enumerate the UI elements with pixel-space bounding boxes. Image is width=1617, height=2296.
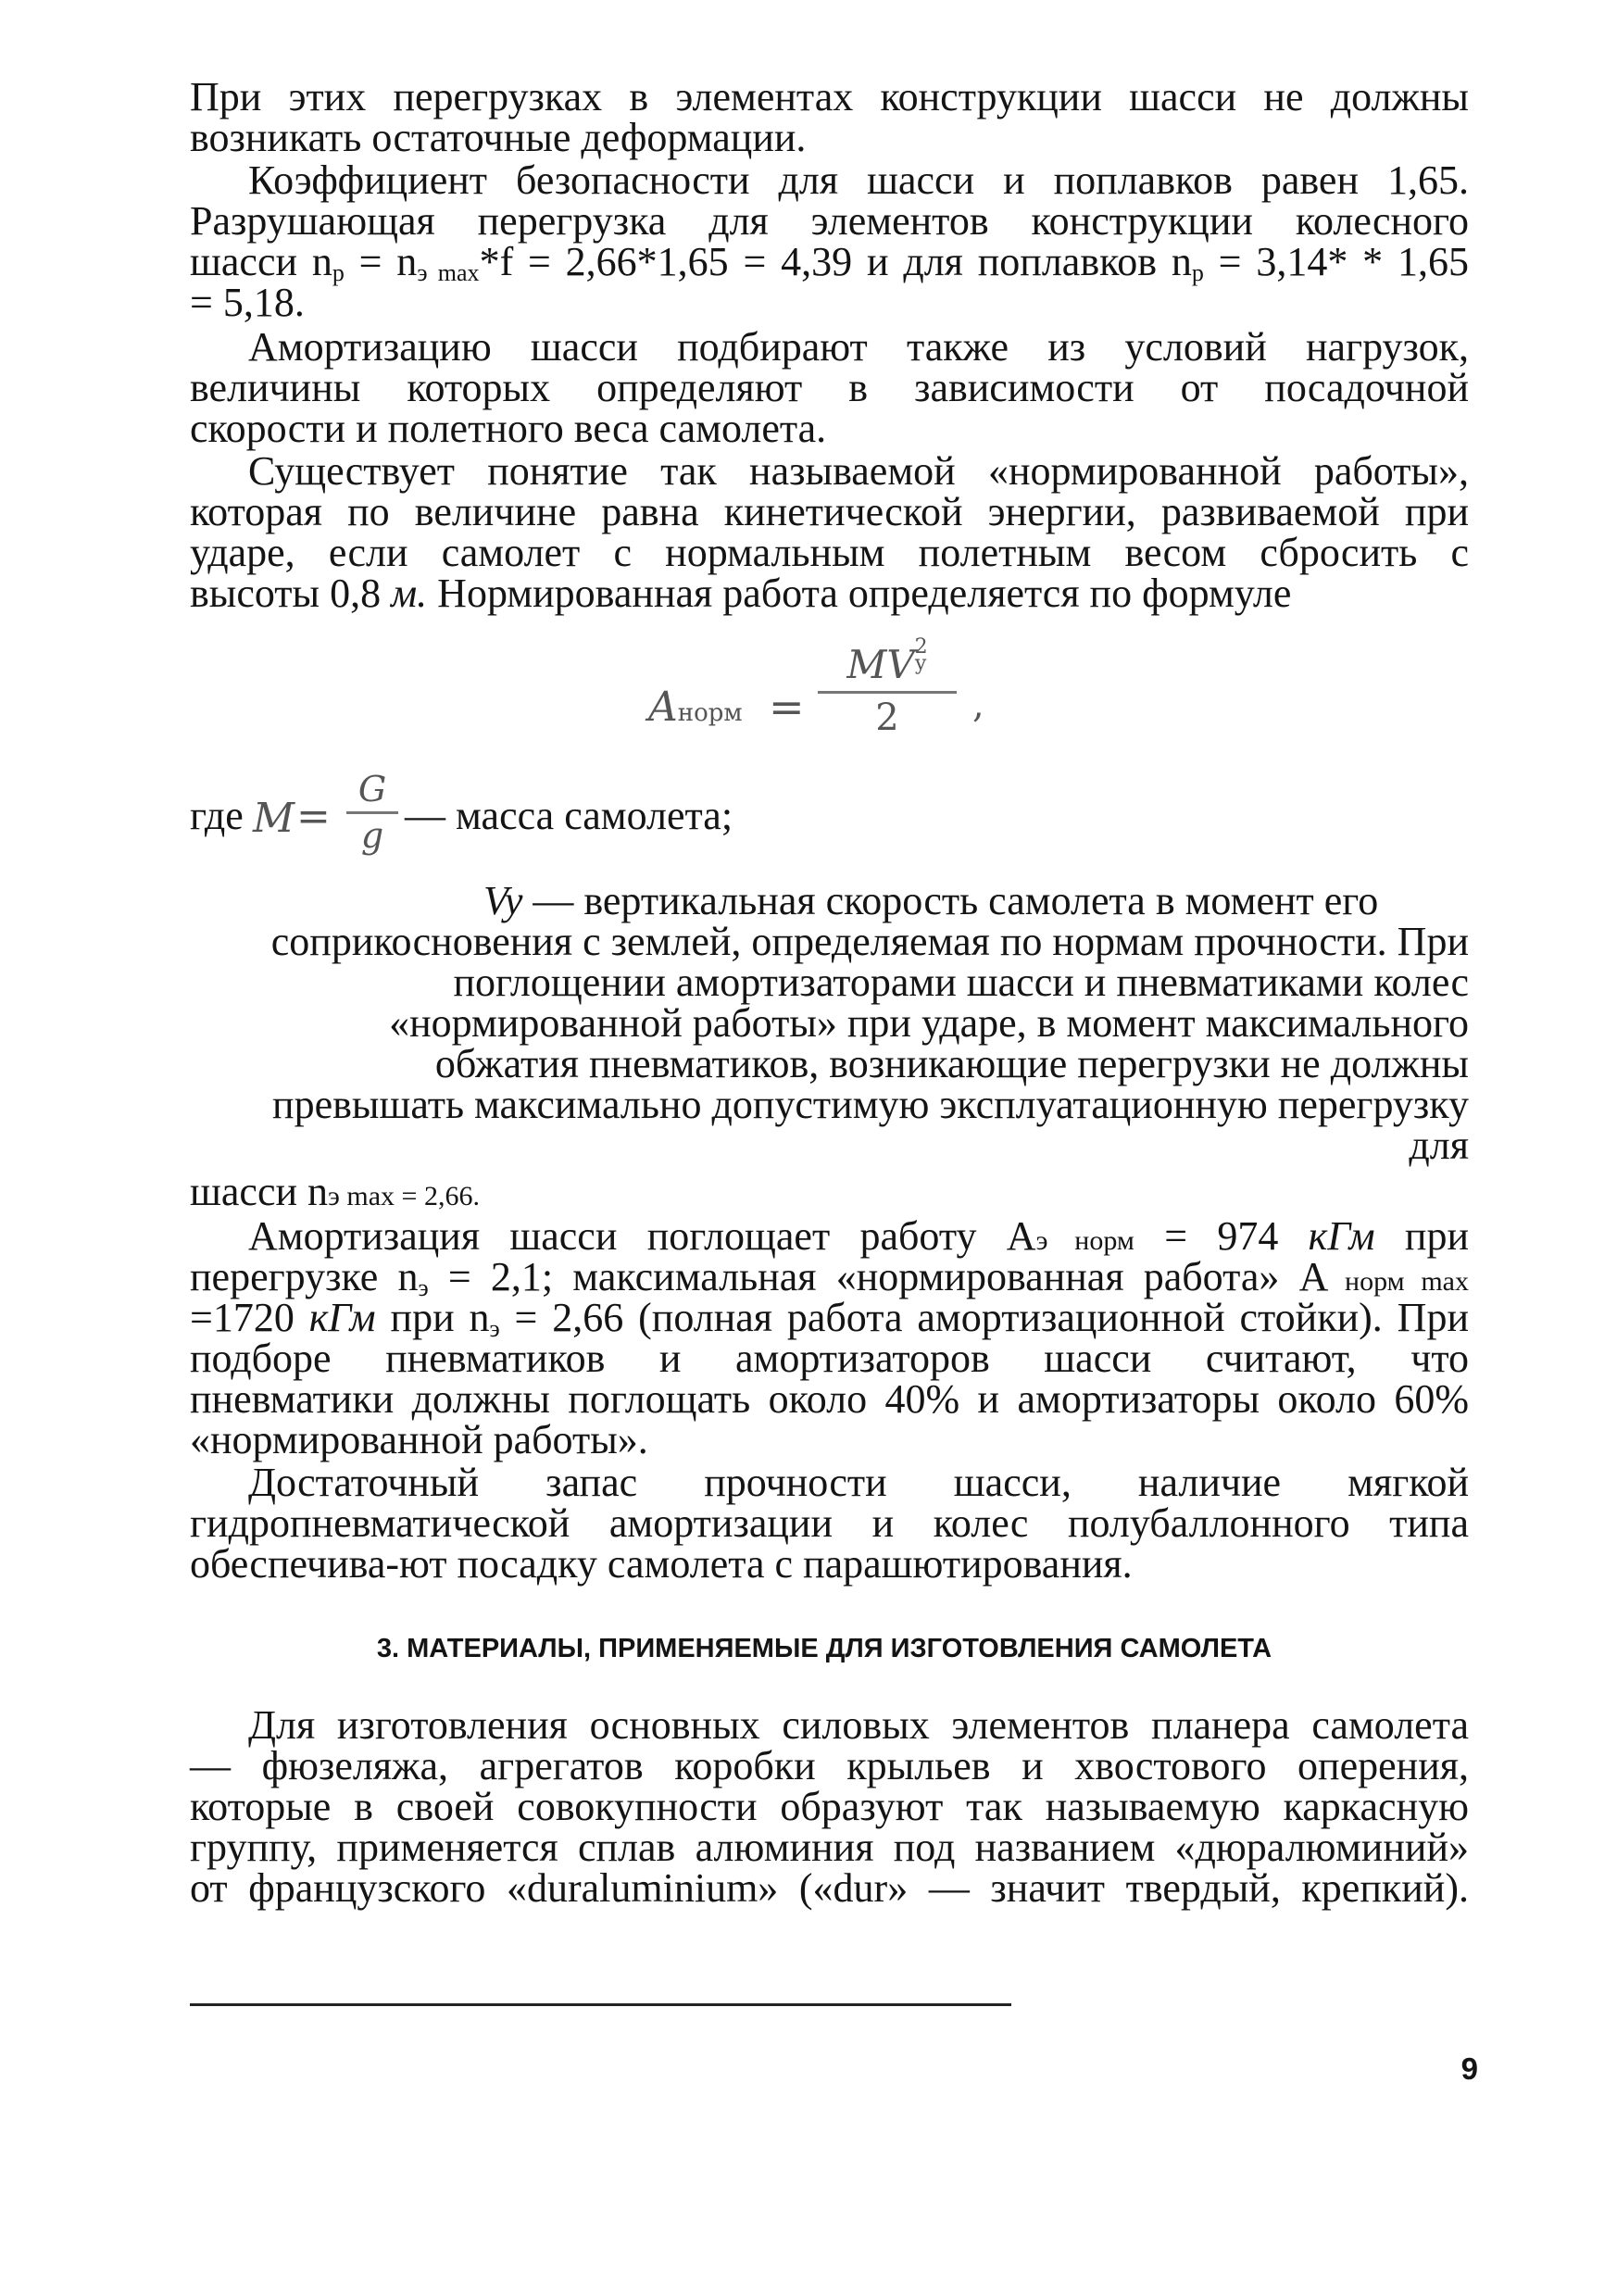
p5-line-4: «нормированной работы» при ударе, в момент максимального [389,1000,1469,1046]
p2-line-3: шасси $n_р = n_{э max}*f = 2,66*1,65 = 4,39$ и для поплавков $n_р = 3,14* * 1,65$ [190,239,1469,286]
mass-symbol: M [253,795,295,842]
p8-line-5: от французского «duraluminium» («dur» — значит твердый, крепкий). [190,1865,1469,1911]
where-word: где [190,793,244,838]
p6-line-6: «нормированной работы». [190,1417,648,1462]
mass-equals: = [296,793,331,840]
p5-line-3: поглощении амортизаторами шасси и пневматиками колес [453,960,1469,1005]
formula-lhs: Aнорм [648,684,743,731]
p4-line-3: ударе, если самолет с нормальным полетным весом сбросить с [190,530,1469,575]
p5-line-7: для [1409,1123,1469,1168]
p3-line-1: Амортизацию шасси подбирают также из условий нагрузок, [248,324,1469,370]
p2-line-2: Разрушающая перегрузка для элементов конструкции колесного [190,198,1469,244]
mass-denominator: g [360,815,384,856]
p6-line-2: перегрузке $n_э = 2,1$; максимальная «нормированная работа» А норм max [190,1254,1469,1301]
mass-definition-line [190,767,1023,869]
formula-denominator: 2 [875,696,899,739]
p5-line-1: Vy — вертикальная скорость самолета в момент его [483,878,1379,923]
p2-line-4: = 5,18. [190,280,305,325]
p5-line-2: соприкосновения с землей, определяемая по нормам прочности. При [270,919,1469,964]
p8-line-4: группу, применяется сплав алюминия под названием «дюралюминий» [190,1825,1469,1870]
p4-line-2: которая по величине равна кинетической энергии, развиваемой при [190,489,1469,534]
p6-line-3: =1720 кГм при $n_э = 2,66$ (полная работа амортизационной стойки). При [190,1295,1470,1342]
p7-line-1: Достаточный запас прочности шасси, наличие мягкой [248,1460,1469,1505]
p8-line-3: которые в своей совокупности образуют так называемую каркасную [190,1784,1469,1829]
p5-line-8: шасси nэ max = 2,66. [190,1169,480,1214]
formula-numerator: MV2 у [846,635,928,687]
p5-line-5: обжатия пневматиков, возникающие перегрузки не должны [434,1041,1469,1086]
p8-line-2: — фюзеляжа, агрегатов коробки крыльев и хвостового оперения, [190,1743,1469,1788]
p1-line-1: При этих перегрузках в элементах конструкции шасси не должны [190,74,1469,119]
p4-line-1: Существует понятие так называемой «нормированной работы», [248,448,1469,494]
mass-numerator: G [357,769,387,809]
p3-line-3: скорости и полетного веса самолета. [190,406,827,451]
p2-line-1: Коэффициент безопасности для шасси и поплавков равен 1,65. [248,157,1469,203]
p8-line-1: Для изготовления основных силовых элементов планера самолета [248,1702,1469,1748]
p5-line-6: превышать максимально допустимую эксплуатационную перегрузку [272,1082,1469,1127]
formula-normalized-work [648,635,1019,759]
formula-comma: , [972,684,984,726]
formula-equals: = [769,682,805,732]
footnote-divider [190,2003,1011,2006]
page-number: 9 [1460,2051,1478,2086]
p6-line-5: пневматики должны поглощать около 40% и амортизаторы около 60% [190,1376,1469,1422]
formula-fraction [813,635,961,742]
p6-line-4: подборе пневматиков и амортизаторов шасси считают, что [190,1336,1469,1381]
p1-line-2: возникать остаточные деформации. [190,115,807,160]
mass-description: — масса самолета; [405,793,733,838]
mass-fraction [343,767,402,857]
p6-line-1: Амортизация шасси поглощает работу Аэ норм = 974 кГм при [248,1213,1469,1259]
p7-line-3: обеспечива-ют посадку самолета с парашютирования. [190,1541,1133,1587]
section-heading: 3. МАТЕРИАЛЫ, ПРИМЕНЯЕМЫЕ ДЛЯ ИЗГОТОВЛЕНИЯ САМОЛЕТА [376,1634,1272,1663]
p3-line-2: величины которых определяют в зависимости от посадочной [190,365,1469,410]
p4-line-4: высоты 0,8 м. Нормированная работа определяется по формуле [190,571,1292,616]
p7-line-2: гидропневматической амортизации и колес полубаллонного типа [190,1500,1469,1546]
